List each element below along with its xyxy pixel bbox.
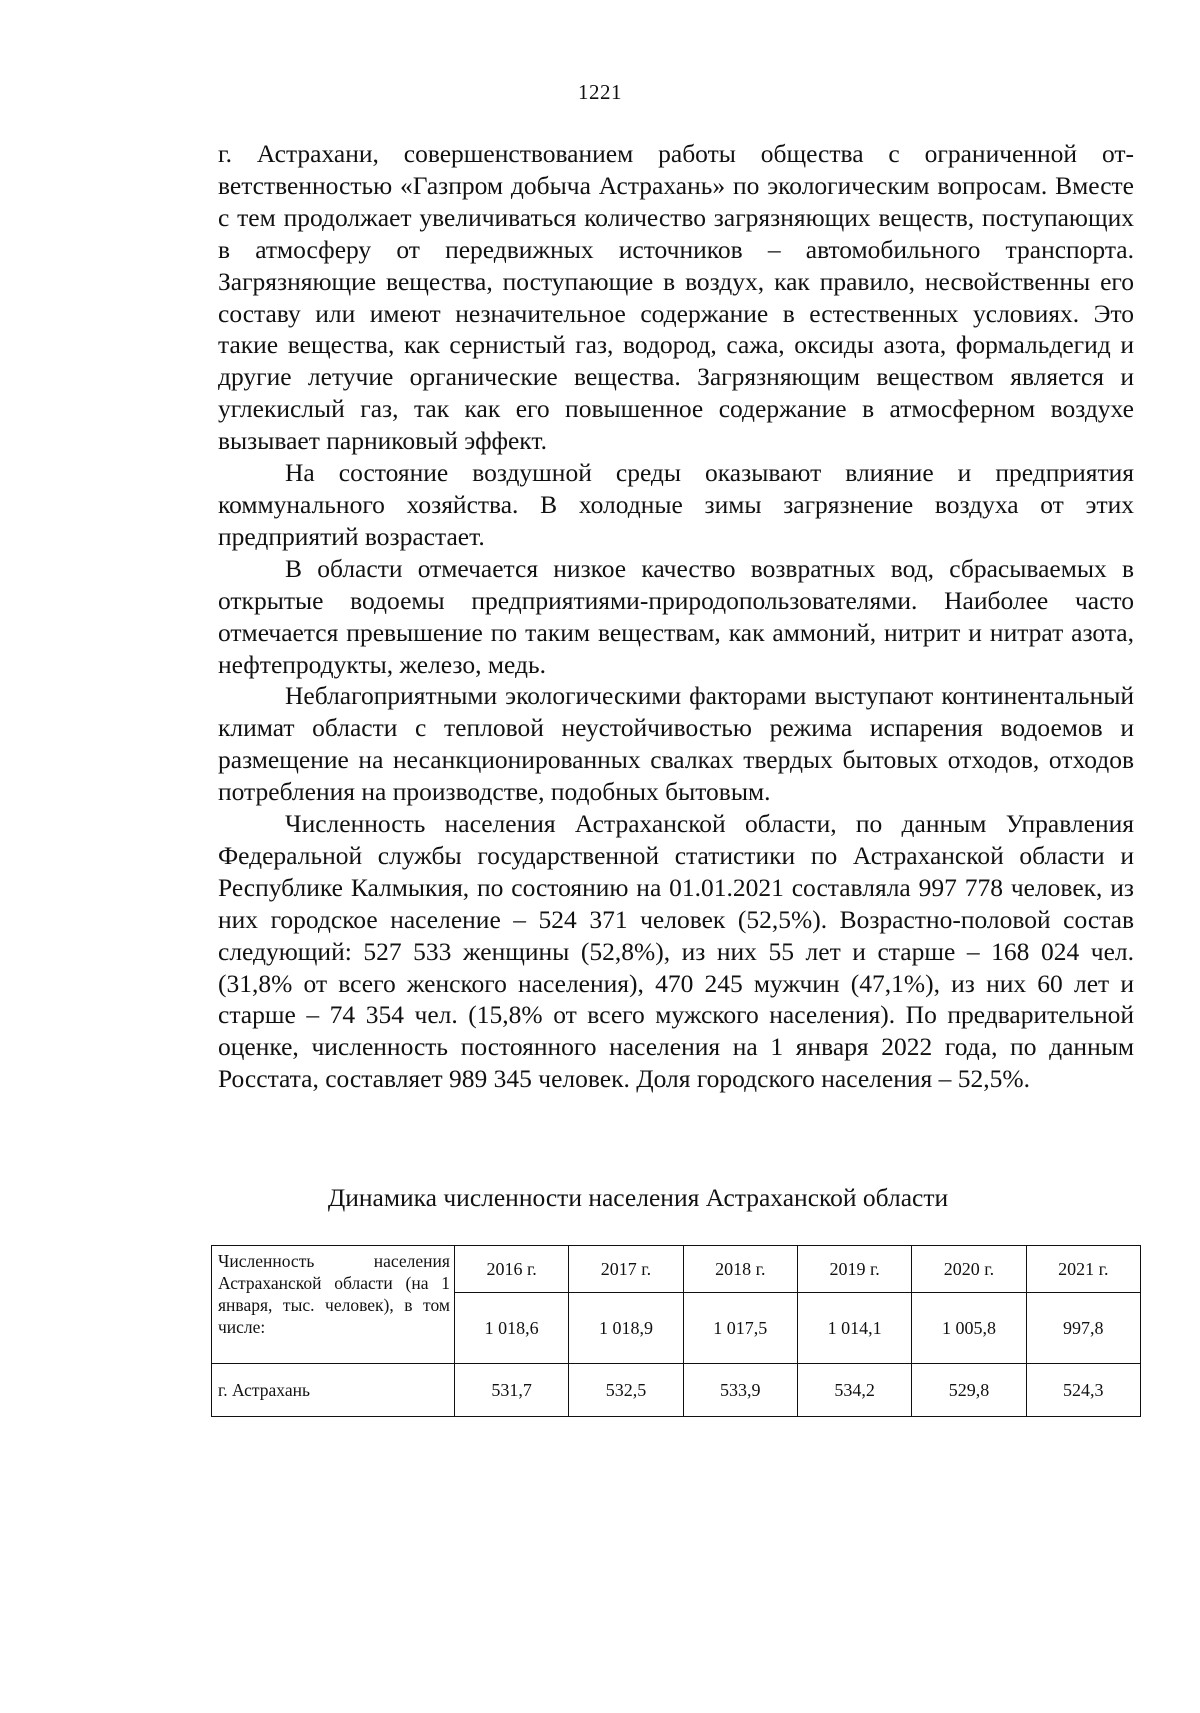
total-value: 1 017,5 xyxy=(683,1293,797,1364)
total-value: 1 014,1 xyxy=(797,1293,911,1364)
paragraph: На состояние воздушной среды оказывают влияние и предприятия коммунального хозяйства. В холодные зимы загрязнение воздуха от этих предприятий возрастает. xyxy=(218,458,1134,551)
city-value: 534,2 xyxy=(797,1364,911,1417)
table-row-city xyxy=(212,1364,1141,1417)
year-header: 2017 г. xyxy=(569,1246,683,1293)
paragraph: г. Астрахани, совершенствованием работы общества с ограниченной ответственностью «Газпром добыча Астрахань» по экологическим вопросам. Вместе с тем продолжает увеличиваться количество загрязняющих веществ, поступающих в атмосферу от передвижных источников – автомобильного транспорта. Загрязняющие вещества, поступающие в воздух, как правило, несвойственны его составу или имеют незначительное содержание в естественных условиях. Это такие вещества, как сернистый газ, водород, сажа, оксиды азота, формальдегид и другие летучие органические вещества. Загрязняющим веществом является и углекислый газ, так как его повышенное содержание в атмосферном воздухе вызывает парниковый эффект. xyxy=(218,139,1134,456)
total-value: 997,8 xyxy=(1026,1293,1140,1364)
table-header-row xyxy=(212,1246,1141,1293)
year-header: 2021 г. xyxy=(1026,1246,1140,1293)
total-value: 1 005,8 xyxy=(912,1293,1026,1364)
year-header: 2020 г. xyxy=(912,1246,1026,1293)
row-header-city: г. Астрахань xyxy=(212,1364,455,1417)
total-value: 1 018,9 xyxy=(569,1293,683,1364)
city-value: 531,7 xyxy=(454,1364,568,1417)
page-number: 1221 xyxy=(578,80,622,104)
year-header: 2016 г. xyxy=(454,1246,568,1293)
city-value: 524,3 xyxy=(1026,1364,1140,1417)
paragraph: В области отмечается низкое качество возвратных вод, сбрасываемых в открытые водоемы предприятиями-природопользователями. Наиболее часто отмечается превышение по таким веществам, как аммоний, нитрит и нитрат азота, нефтепродукты, железо, медь. xyxy=(218,553,1134,679)
city-value: 532,5 xyxy=(569,1364,683,1417)
population-table xyxy=(211,1245,1141,1417)
row-header-population: Численность населения Астраханской области (на 1 января, тыс. человек), в том числе: xyxy=(212,1246,455,1364)
city-value: 529,8 xyxy=(912,1364,1026,1417)
table-caption: Динамика численности населения Астраханской области xyxy=(327,1183,949,1212)
year-header: 2018 г. xyxy=(683,1246,797,1293)
city-value: 533,9 xyxy=(683,1364,797,1417)
body-text xyxy=(218,138,1134,1095)
total-value: 1 018,6 xyxy=(454,1293,568,1364)
year-header: 2019 г. xyxy=(797,1246,911,1293)
paragraph: Численность населения Астраханской области, по данным Управления Федеральной службы государственной статистики по Астраханской области и Республике Калмыкия, по состоянию на 01.01.2021 составляла 997 778 человек, из них городское население – 524 371 человек (52,5%). Возрастно-половой состав следующий: 527 533 женщины (52,8%), из них 55 лет и старше – 168 024 чел. (31,8% от всего женского населения), 470 245 мужчин (47,1%), из них 60 лет и старше – 74 354 чел. (15,8% от всего мужского населения). По предварительной оценке, численность постоянного населения на 1 января 2022 года, по данным Росстата, составляет 989 345 человек. Доля городского населения – 52,5%. xyxy=(218,809,1134,1094)
paragraph: Неблагоприятными экологическими факторами выступают континентальный климат области с тепловой неустойчивостью режима испарения водоемов и размещение на несанкционированных свалках твердых бытовых отходов, отходов потребления на производстве, подобных бытовым. xyxy=(218,681,1134,807)
